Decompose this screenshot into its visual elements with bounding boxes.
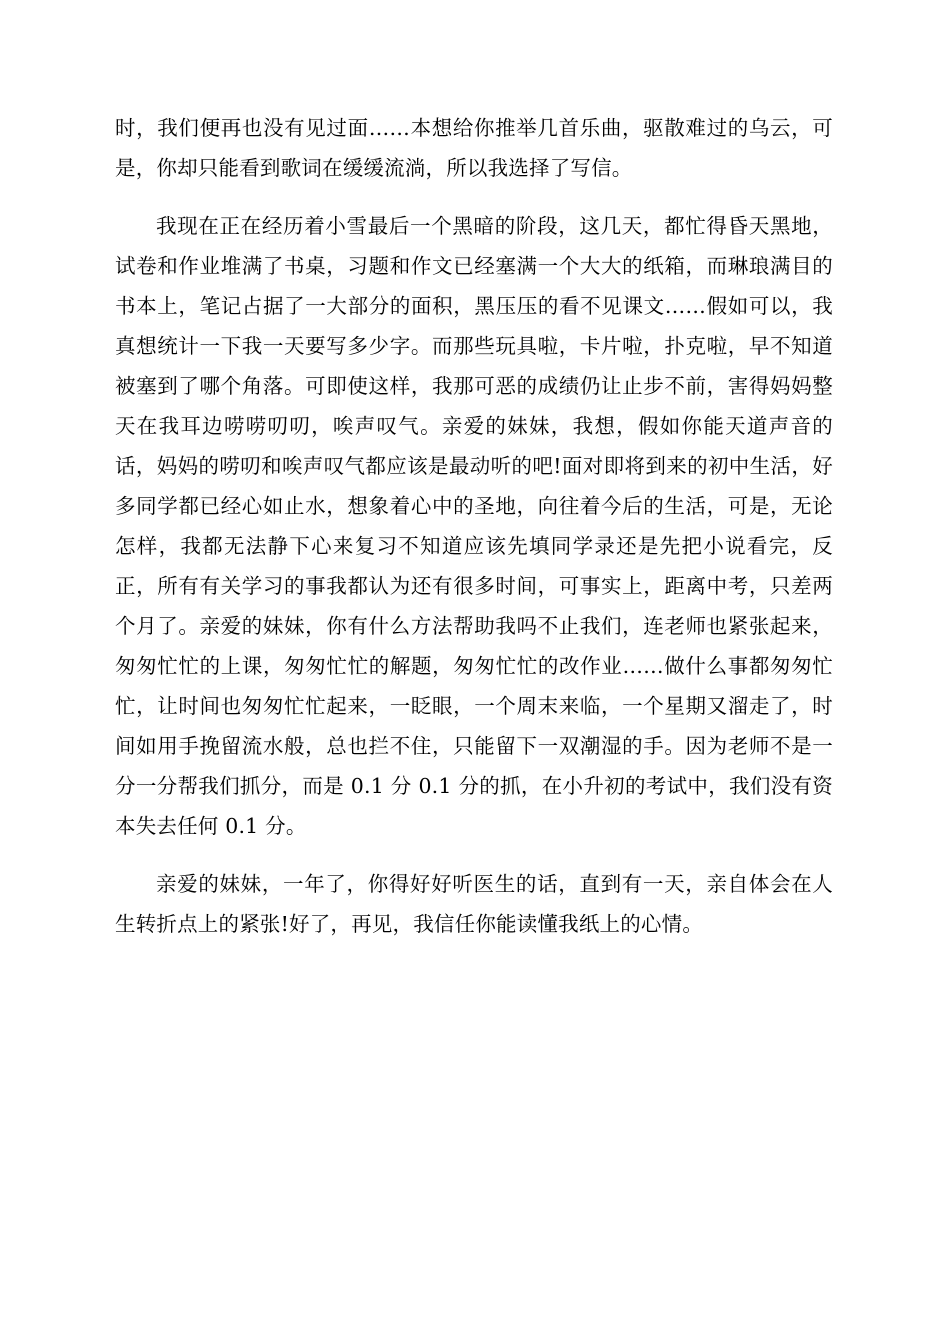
paragraph-closing: 亲爱的妹妹，一年了，你得好好听医生的话，直到有一天，亲自体会在人生转折点上的紧张!好了，再见，我信任你能读懂我纸上的心情。 bbox=[115, 872, 833, 936]
paragraph-study-pressure: 我现在正在经历着小雪最后一个黑暗的阶段，这几天，都忙得昏天黑地，试卷和作业堆满了书桌，习题和作文已经塞满一个大大的纸箱，而琳琅满目的书本上，笔记占据了一大部分的面积，黑压压的看不见课文……假如可以，我真想统计一下我一天要写多少字。而那些玩具啦，卡片啦，扑克啦，早不知道被塞到了哪个角落。可即使这样，我那可恶的成绩仍让止步不前，害得妈妈整天在我耳边唠唠叨叨，唉声叹气。亲爱的妹妹，我想，假如你能天道声音的话，妈妈的唠叨和唉声叹气都应该是最动听的吧!面对即将到来的初中生活，好多同学都已经心如止水，想象着心中的圣地，向往着今后的生活，可是，无论怎样，我都无法静下心来复习不知道应该先填同学录还是先把小说看完，反正，所有有关学习的事我都认为还有很多时间，可事实上，距离中考，只差两个月了。亲爱的妹妹，你有什么方法帮助我吗不止我们，连老师也紧张起来，匆匆忙忙的上课，匆匆忙忙的解题，匆匆忙忙的改作业……做什么事都匆匆忙忙，让时间也匆匆忙忙起来，一眨眼，一个周末来临，一个星期又溜走了，时间如用手挽留流水般，总也拦不住，只能留下一双潮湿的手。因为老师不是一分一分帮我们抓分，而是 0.1 分 0.1 分的抓，在小升初的考试中，我们没有资本失去任何 0.1 分。 bbox=[115, 214, 833, 838]
letter-body bbox=[115, 108, 833, 944]
paragraph-continuation: 时，我们便再也没有见过面……本想给你推举几首乐曲，驱散难过的乌云，可是，你却只能看到歌词在缓缓流淌，所以我选择了写信。 bbox=[115, 116, 833, 180]
